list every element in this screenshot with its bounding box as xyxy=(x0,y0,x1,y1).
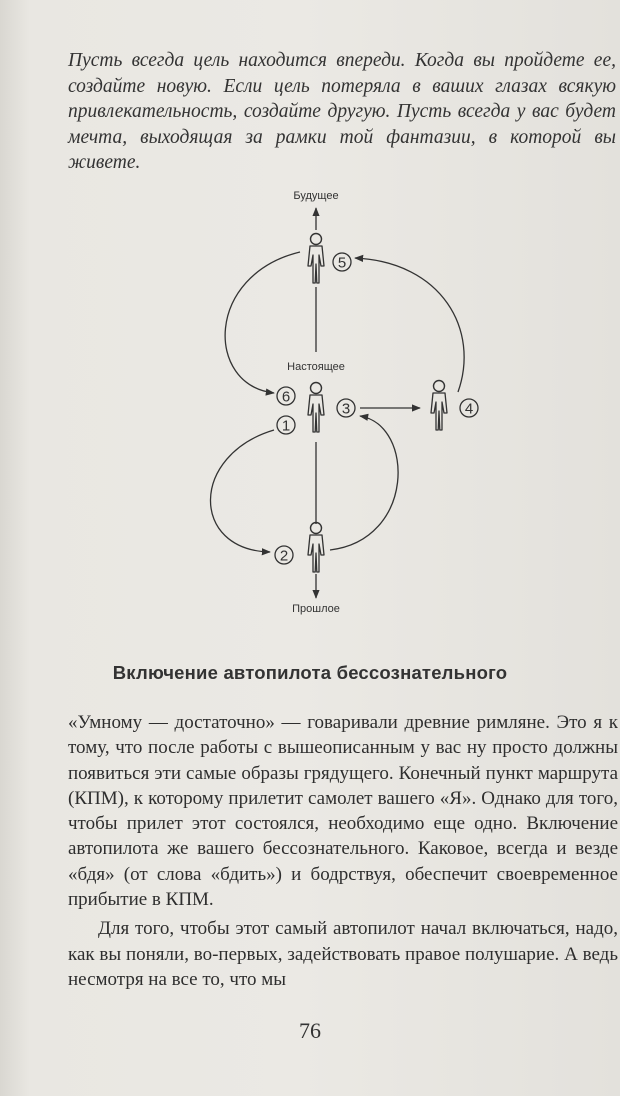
time-diagram xyxy=(180,180,520,620)
curve-1-to-2 xyxy=(210,430,274,552)
number-4: 4 xyxy=(464,400,474,418)
number-1: 1 xyxy=(281,417,291,435)
label-present: Настоящее xyxy=(287,361,345,373)
curve-4-to-5 xyxy=(355,258,464,392)
label-past: Прошлое xyxy=(292,603,340,615)
section-heading: Включение автопилота бессознательного xyxy=(112,662,508,683)
page-number: 76 xyxy=(299,1018,321,1043)
time-diagram-svg xyxy=(180,180,520,620)
body-paragraph-1: «Умному — достаточно» — говаривали древние римляне. Это я к тому, что после работы с вышеописанным у вас ну просто должны появиться эти самые образы грядущего. Конечный пункт маршрута (КПМ), к которому прилетит самолет вашего «Я». Однако для того, чтобы прилет этот состоялся, необходимо еще одно. Включение автопилота же вашего бессознательного. Каковое, всегда и везде «бдя» (от слова «бдить») и бодрствуя, обеспечит своевременное прибытие в КПМ. xyxy=(68,712,618,911)
person-icon-4 xyxy=(431,381,447,431)
number-5: 5 xyxy=(337,254,347,272)
person-icon-present xyxy=(308,383,324,433)
label-future: Будущее xyxy=(293,190,339,202)
person-icon-2 xyxy=(308,523,324,573)
number-2: 2 xyxy=(279,547,289,565)
body-text xyxy=(68,710,618,992)
curve-2-to-3 xyxy=(330,416,398,550)
number-6: 6 xyxy=(281,388,291,406)
number-3: 3 xyxy=(341,400,351,418)
intro-italic-paragraph: Пусть всегда цель находится впереди. Когда вы пройдете ее, создайте новую. Если цель потеряла в ваших глазах всякую привлекательность, создайте другую. Пусть всегда у вас будет мечта, выходящая за рамки той фантазии, в которой вы живете. xyxy=(68,50,616,173)
body-paragraph-2: Для того, чтобы этот самый автопилот начал включаться, надо, как вы поняли, во-первых, задействовать правое полушарие. А ведь несмотря на все то, что мы xyxy=(68,918,618,990)
person-icon-5 xyxy=(308,234,324,284)
